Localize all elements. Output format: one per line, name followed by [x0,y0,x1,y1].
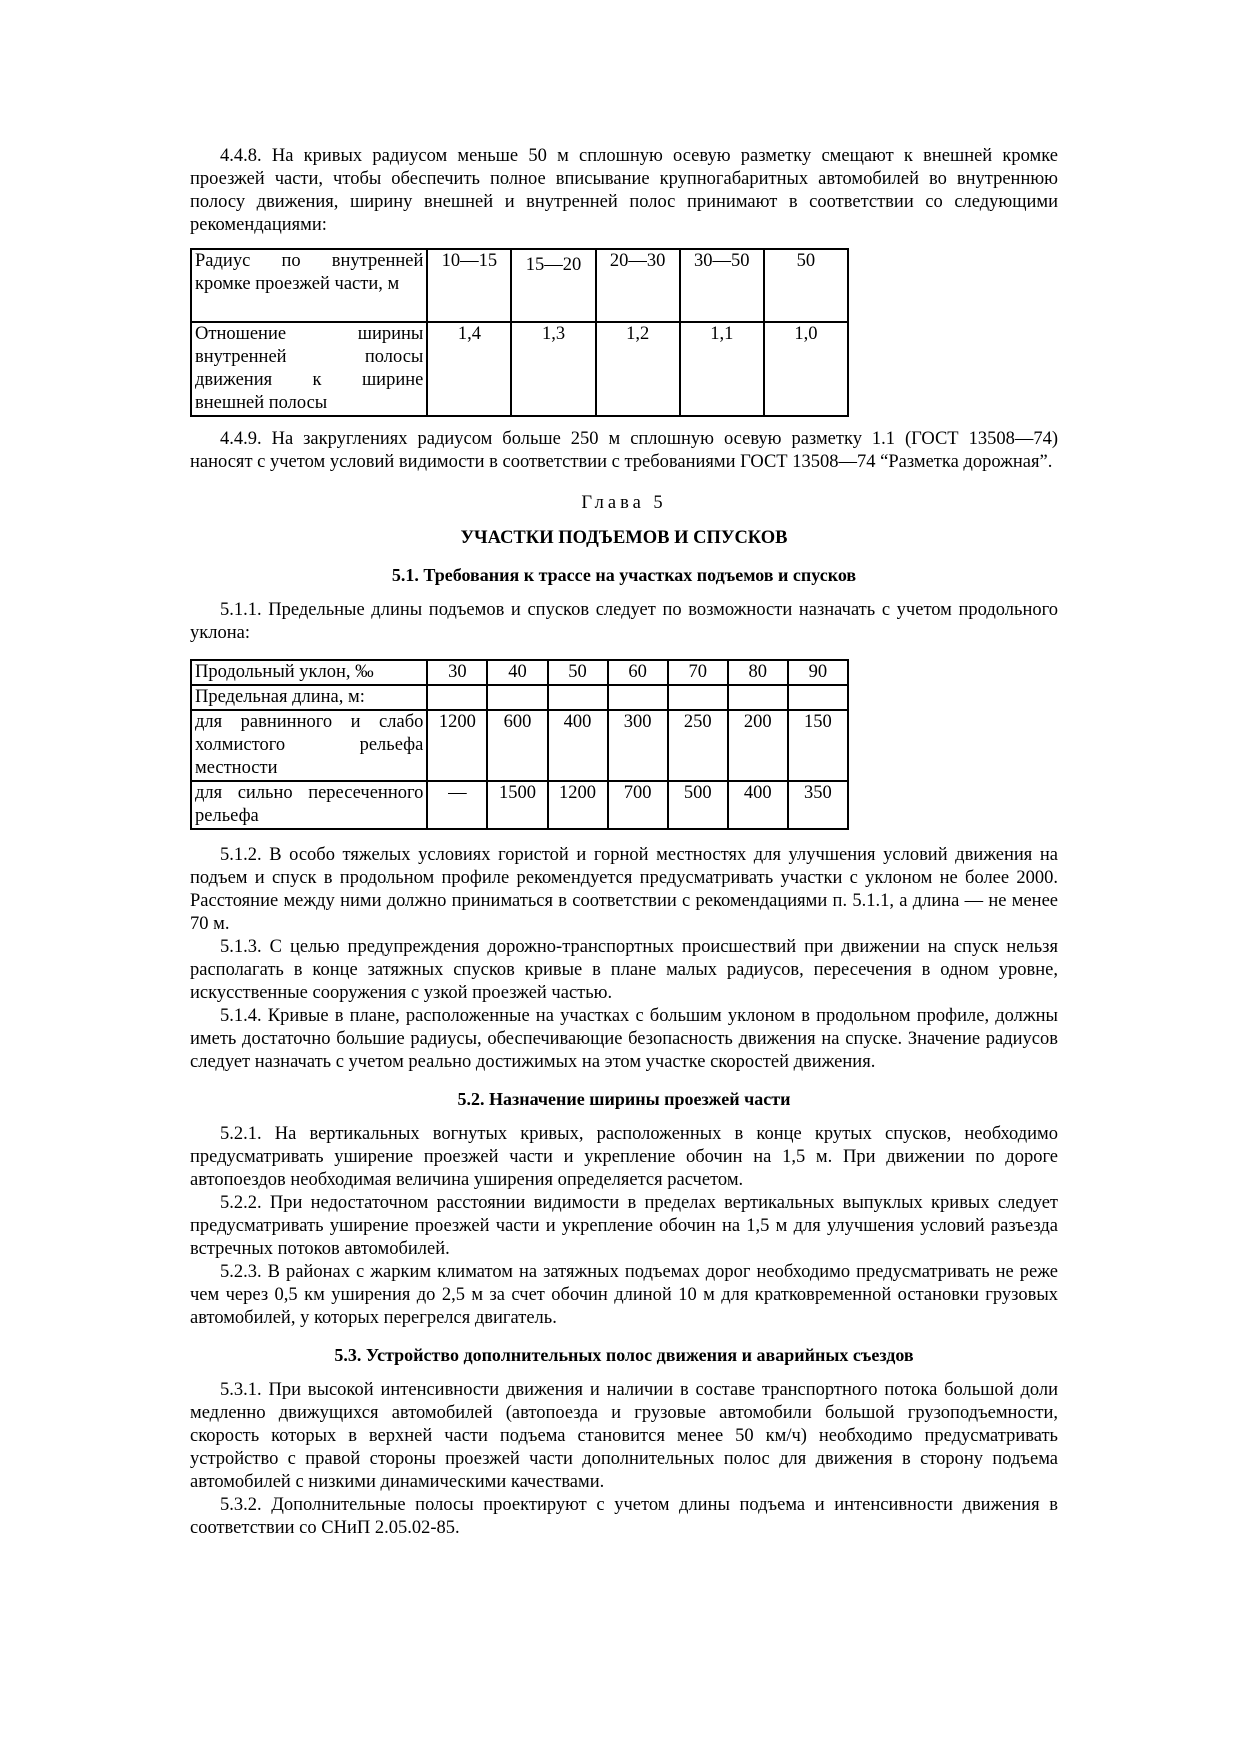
table-cell: 300 [608,710,668,781]
table-cell: 600 [487,710,547,781]
table-cell: 30—50 [680,249,764,322]
table-cell: 15—20 [511,249,595,322]
table-cell: 1,4 [427,322,511,416]
paragraph-5-3-1: 5.3.1. При высокой интенсивности движения и наличии в составе транспортного потока большой доли медленно движущихся автомобилей (автопоезда и грузовые автомобили большой грузоподъемности, скорость которых в верхней части подъема становится менее 50 км/ч) необходимо предусматривать устройство с правой стороны проезжей части дополнительных полос для движения в сторону подъема автомобилей с низкими динамическими качествами. [190,1380,1058,1492]
paragraph-4-4-8: 4.4.8. На кривых радиусом меньше 50 м сплошную осевую разметку смещают к внешней кромке проезжей части, чтобы обеспечить полное вписывание крупногабаритных автомобилей во внутреннюю полосу движения, ширину внешней и внутренней полос принимают в соответствии со следующими рекомендациями: [190,146,1058,235]
table-cell: 400 [548,710,608,781]
table-cell-label: для сильно пересеченного рельефа [191,781,427,829]
table-row [191,710,848,781]
paragraph-5-2-3: 5.2.3. В районах с жарким климатом на затяжных подъемах дорог необходимо предусматривать не реже чем через 0,5 км уширения до 2,5 м за счет обочин длиной 10 м для кратковременной остановки грузовых автомобилей, у которых перегрелся двигатель. [190,1262,1058,1328]
table-row [191,685,848,710]
table-cell: 1,0 [764,322,848,416]
table-cell: 40 [487,660,547,685]
table-cell: 20—30 [596,249,680,322]
table-cell: 1,2 [596,322,680,416]
table-cell [487,685,547,710]
paragraph-5-1-1: 5.1.1. Предельные длины подъемов и спусков следует по возможности назначать с учетом продольного уклона: [190,600,1058,643]
table-cell [608,685,668,710]
slope-length-table [190,659,849,830]
table-cell-label: для равнинного и слабо холмистого рельефа местности [191,710,427,781]
paragraph-5-2-2: 5.2.2. При недостаточном расстоянии видимости в пределах вертикальных выпуклых кривых следует предусматривать уширение проезжей части и укрепление обочин на 1,5 м для улучшения условий разъезда встречных потоков автомобилей. [190,1193,1058,1259]
table-cell: 60 [608,660,668,685]
table-cell: 1,1 [680,322,764,416]
table-row [191,781,848,829]
paragraph-5-2-1: 5.2.1. На вертикальных вогнутых кривых, расположенных в конце крутых спусков, необходимо предусматривать уширение проезжей части и укрепление обочин на 1,5 м. При движении по дороге автопоездов необходимая величина уширения определяется расчетом. [190,1124,1058,1190]
table-cell: 1,3 [511,322,595,416]
table-cell: 400 [728,781,788,829]
table-cell-label: Радиус по внутренней кромке проезжей части, м [191,249,427,322]
table-cell: 70 [668,660,728,685]
chapter-number: Глава 5 [581,493,667,513]
table-cell-label: Отношение ширины внутренней полосы движения к ширине внешней полосы [191,322,427,416]
table-cell: 1500 [487,781,547,829]
table-cell: 150 [788,710,848,781]
table-cell [668,685,728,710]
table-cell: 1200 [548,781,608,829]
table-cell: 30 [427,660,487,685]
chapter-title: УЧАСТКИ ПОДЪЕМОВ И СПУСКОВ [460,528,788,548]
paragraph-5-3-2: 5.3.2. Дополнительные полосы проектируют с учетом длины подъема и интенсивности движения в соответствии со СНиП 2.05.02-85. [190,1495,1058,1538]
section-title-5-2: 5.2. Назначение ширины проезжей части [457,1089,791,1109]
paragraph-4-4-9: 4.4.9. На закруглениях радиусом больше 250 м сплошную осевую разметку 1.1 (ГОСТ 13508—74) наносят с учетом условий видимости в соответствии с требованиями ГОСТ 13508—74 “Разметка дорожная”. [190,429,1058,472]
table-cell [548,685,608,710]
section-title-5-3: 5.3. Устройство дополнительных полос движения и аварийных съездов [334,1345,914,1365]
table-cell-label: Продольный уклон, ‰ [191,660,427,685]
table-cell: 10—15 [427,249,511,322]
table-cell: 250 [668,710,728,781]
table-cell: — [427,781,487,829]
table-cell: 1200 [427,710,487,781]
table-cell [728,685,788,710]
document-page [190,145,1058,1540]
table-cell: 500 [668,781,728,829]
table-cell-label: Предельная длина, м: [191,685,427,710]
paragraph-5-1-3: 5.1.3. С целью предупреждения дорожно-транспортных происшествий при движении на спуск нельзя располагать в конце затяжных спусков кривые в плане малых радиусов, пересечения в одном уровне, искусственные сооружения с узкой проезжей частью. [190,937,1058,1003]
table-cell: 80 [728,660,788,685]
table-cell [788,685,848,710]
table-cell: 90 [788,660,848,685]
table-row [191,322,848,416]
table-cell: 200 [728,710,788,781]
table-cell [427,685,487,710]
table-cell: 700 [608,781,668,829]
radius-ratio-table [190,248,849,417]
table-cell: 50 [764,249,848,322]
table-row [191,660,848,685]
paragraph-5-1-2: 5.1.2. В особо тяжелых условиях гористой и горной местностях для улучшения условий движения на подъем и спуск в продольном профиле рекомендуется предусматривать участки с уклоном не более 2000. Расстояние между ними должно приниматься в соответствии с рекомендациями п. 5.1.1, а длина — не менее 70 м. [190,845,1058,934]
paragraph-5-1-4: 5.1.4. Кривые в плане, расположенные на участках с большим уклоном в продольном профиле, должны иметь достаточно большие радиусы, обеспечивающие безопасность движения на спуске. Значение радиусов следует назначать с учетом реально достижимых на этом участке скоростей движения. [190,1006,1058,1072]
section-title-5-1: 5.1. Требования к трассе на участках подъемов и спусков [391,565,857,585]
table-cell: 350 [788,781,848,829]
table-cell: 50 [548,660,608,685]
table-row [191,249,848,322]
